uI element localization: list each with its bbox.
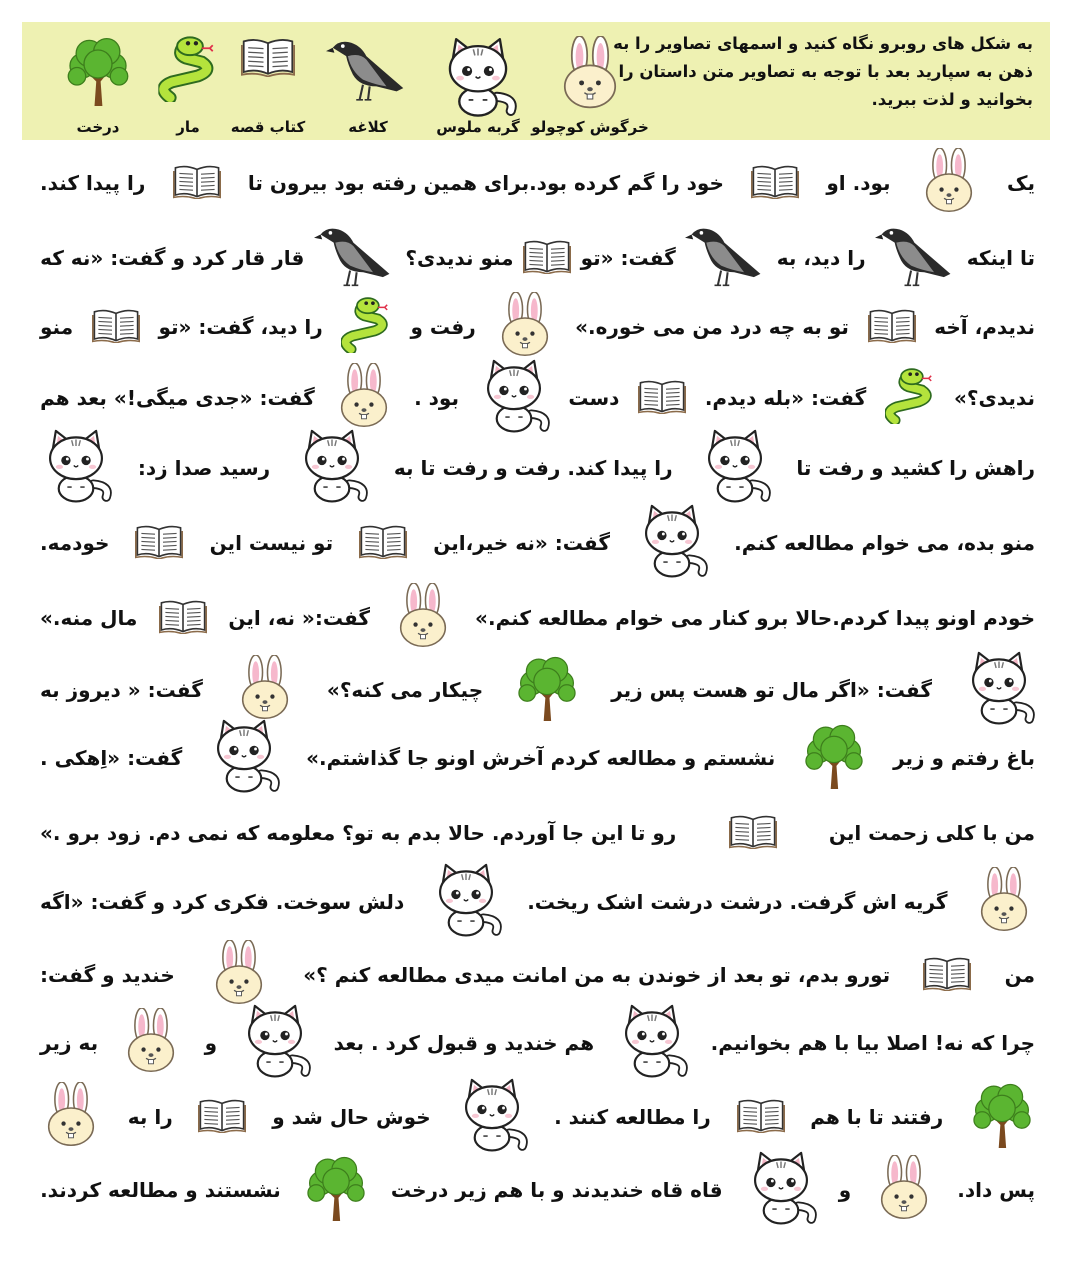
story-text-segment: خودمه. bbox=[40, 531, 110, 555]
book-icon bbox=[92, 307, 140, 348]
story-text-segment: دلش سوخت. فکری کرد و گفت: «اگه bbox=[40, 890, 405, 914]
legend-label: درخت bbox=[76, 118, 120, 136]
story-text-segment: من با کلی زحمت این bbox=[828, 821, 1035, 845]
legend-crow bbox=[326, 36, 410, 136]
rabbit-icon bbox=[494, 292, 556, 362]
story-text-segment: خوش حال شد و bbox=[272, 1105, 431, 1129]
rabbit-icon bbox=[234, 655, 296, 725]
book-icon bbox=[135, 523, 183, 564]
story-text-segment: منو بده، می خوام مطالعه کنم. bbox=[734, 531, 1035, 555]
story-text-segment: تو نیست این bbox=[209, 531, 334, 555]
story-text-segment: گفت: «نه خیر،این bbox=[433, 531, 610, 555]
story-text-segment: من bbox=[1004, 963, 1035, 987]
story-text-segment: را دید، گفت: «تو bbox=[158, 315, 323, 339]
story-line-content bbox=[40, 1077, 1035, 1157]
story-line bbox=[40, 578, 1035, 658]
book-icon bbox=[359, 523, 407, 564]
story-text-segment: قار قار کرد و گفت: «نه که bbox=[40, 246, 305, 270]
story-text-segment: پس داد. bbox=[957, 1178, 1035, 1202]
cat-icon bbox=[208, 718, 280, 799]
story-text-segment: مال منه.» bbox=[40, 606, 138, 630]
story-line-content bbox=[40, 862, 1035, 942]
story-text-segment: چرا که نه! اصلا بیا با هم بخوانیم. bbox=[710, 1031, 1035, 1055]
rabbit-icon bbox=[392, 583, 454, 653]
book-icon bbox=[737, 1097, 785, 1138]
story-line-content bbox=[40, 143, 1035, 223]
story-line bbox=[40, 1077, 1035, 1157]
story-line bbox=[40, 218, 1035, 298]
crow-icon bbox=[314, 223, 396, 294]
story-text-segment: و bbox=[204, 1031, 218, 1055]
story-text-segment: را دید، به bbox=[776, 246, 866, 270]
story-text-segment: منو bbox=[40, 315, 74, 339]
story-line bbox=[40, 793, 1035, 873]
legend-rabbit bbox=[531, 36, 649, 136]
story-text-segment: چیکار می کنه؟» bbox=[326, 678, 484, 702]
story-line-content bbox=[40, 428, 1035, 508]
story-text-segment: گفت: «جدی میگی!» بعد هم bbox=[40, 386, 315, 410]
book-icon bbox=[751, 163, 799, 204]
legend-cat bbox=[436, 36, 520, 136]
story-text-segment: را مطالعه کنند . bbox=[554, 1105, 711, 1129]
snake-icon bbox=[885, 368, 935, 429]
rabbit-icon bbox=[208, 940, 270, 1010]
story-text-segment: و bbox=[838, 1178, 852, 1202]
rabbit-icon bbox=[973, 867, 1035, 937]
cat-icon bbox=[745, 1150, 817, 1231]
story-text-segment: را پیدا کند. رفت و رفت تا به bbox=[393, 456, 673, 480]
legend-label: خرگوش کوچولو bbox=[531, 118, 649, 136]
story-text-segment: گفت: «اِهکی . bbox=[40, 746, 183, 770]
story-text-segment: رفت و bbox=[410, 315, 476, 339]
story-line-content bbox=[40, 503, 1035, 583]
story-line-content bbox=[40, 1150, 1035, 1230]
story-text-segment: نشستم و مطالعه کردم آخرش اونو جا گذاشتم.» bbox=[306, 746, 776, 770]
story-text-segment: گریه اش گرفت. درشت درشت اشک ریخت. bbox=[527, 890, 948, 914]
story-text-segment: به زیر bbox=[40, 1031, 99, 1055]
story-text-segment: باغ رفتم و زیر bbox=[893, 746, 1035, 770]
story-text-segment: گفت: «بله دیدم. bbox=[704, 386, 867, 410]
cat-icon bbox=[699, 428, 771, 509]
story-text-segment: خود را گم کرده بود.برای همین رفته بود بیرون تا bbox=[247, 171, 724, 195]
legend-label: کتاب قصه bbox=[230, 118, 306, 136]
tree-icon bbox=[303, 1155, 369, 1226]
legend-tree bbox=[56, 36, 140, 136]
story-text-segment: بود. او bbox=[826, 171, 891, 195]
book-icon bbox=[923, 955, 971, 996]
story-text-segment: دست bbox=[568, 386, 620, 410]
story-line-content bbox=[40, 287, 1035, 367]
rabbit-icon bbox=[40, 1082, 102, 1152]
story-line-content bbox=[40, 718, 1035, 798]
rabbit-icon bbox=[873, 1155, 935, 1225]
story-line-content bbox=[40, 1003, 1035, 1083]
story-text-segment: خودم اونو پیدا کردم.حالا برو کنار می خوام مطالعه کنم.» bbox=[475, 606, 1035, 630]
rabbit-icon bbox=[918, 148, 980, 218]
tree-icon bbox=[969, 1082, 1035, 1153]
cat-icon bbox=[296, 428, 368, 509]
story-text-segment: منو ندیدی؟ bbox=[405, 246, 514, 270]
tree-icon bbox=[514, 655, 580, 726]
story-text-segment: بود . bbox=[414, 386, 459, 410]
story-text-segment: گفت:« نه، این bbox=[228, 606, 371, 630]
book-icon bbox=[638, 378, 686, 419]
story-text-segment: را پیدا کند. bbox=[40, 171, 146, 195]
story-line-content bbox=[40, 218, 1035, 298]
story-line bbox=[40, 143, 1035, 223]
story-line bbox=[40, 358, 1035, 438]
story-text-segment: قاه قاه خندیدند و با هم زیر درخت bbox=[390, 1178, 723, 1202]
book-icon bbox=[729, 813, 777, 854]
story-line bbox=[40, 503, 1035, 583]
story-line bbox=[40, 862, 1035, 942]
story-text-segment: یک bbox=[1007, 171, 1035, 195]
snake-icon bbox=[341, 297, 391, 358]
story-text-segment: رفتند تا با هم bbox=[810, 1105, 944, 1129]
cat-icon bbox=[478, 358, 550, 439]
story-text-segment: راهش را کشید و رفت تا bbox=[796, 456, 1035, 480]
cat-icon bbox=[456, 1077, 528, 1158]
story-line-content bbox=[40, 793, 1035, 873]
cat-icon bbox=[616, 1003, 688, 1084]
story-text-segment: رسید صدا زد: bbox=[137, 456, 271, 480]
cat-icon bbox=[40, 428, 112, 509]
legend-label: گربه ملوس bbox=[436, 118, 520, 136]
book-icon bbox=[159, 598, 207, 639]
book-icon bbox=[173, 163, 221, 204]
story-text-segment: تورو بدم، تو بعد از خوندن به من امانت میدی مطالعه کنم ؟» bbox=[303, 963, 891, 987]
legend-label: مار bbox=[176, 118, 200, 136]
story-text-segment: رو تا این جا آوردم. حالا بدم به تو؟ معلومه که نمی دم. زود برو .» bbox=[40, 821, 677, 845]
story-line bbox=[40, 428, 1035, 508]
cat-icon bbox=[636, 503, 708, 584]
book-icon bbox=[523, 238, 571, 279]
story-text-segment: خندید و گفت: bbox=[40, 963, 175, 987]
rabbit-icon bbox=[120, 1008, 182, 1078]
story-text-segment: گفت: « دیروز به bbox=[40, 678, 203, 702]
book-icon bbox=[868, 307, 916, 348]
instruction-text: به شکل های روبرو نگاه کنید و اسمهای تصاویر را به ذهن به سپارید بعد با توجه به تصاویر متن داستان را بخوانید و لذت ببرید. bbox=[613, 34, 1033, 109]
book-icon bbox=[198, 1097, 246, 1138]
crow-icon bbox=[685, 223, 767, 294]
story-text-segment: ندیدم، آخه bbox=[934, 315, 1035, 339]
story-line bbox=[40, 1003, 1035, 1083]
story-text-segment: تو به چه درد من می خوره.» bbox=[575, 315, 849, 339]
cat-icon bbox=[239, 1003, 311, 1084]
story-text-segment: تا اینکه bbox=[966, 246, 1035, 270]
cat-icon bbox=[430, 862, 502, 943]
story-line-content bbox=[40, 578, 1035, 658]
crow-icon bbox=[875, 223, 957, 294]
story-text-segment: هم خندید و قبول کرد . بعد bbox=[333, 1031, 595, 1055]
story-line bbox=[40, 718, 1035, 798]
story-text-segment: ندیدی؟» bbox=[954, 386, 1035, 410]
tree-icon bbox=[801, 723, 867, 794]
rabbit-icon bbox=[333, 363, 395, 433]
story-text-segment: گفت: «تو bbox=[580, 246, 676, 270]
story-line bbox=[40, 1150, 1035, 1230]
story-line-content bbox=[40, 358, 1035, 438]
story-text-segment: نشستند و مطالعه کردند. bbox=[40, 1178, 281, 1202]
story-text-segment: را به bbox=[127, 1105, 173, 1129]
legend-label: کلاغه bbox=[348, 118, 388, 136]
story-line bbox=[40, 287, 1035, 367]
story-text-segment: گفت: «اگر مال تو هست پس زیر bbox=[611, 678, 932, 702]
